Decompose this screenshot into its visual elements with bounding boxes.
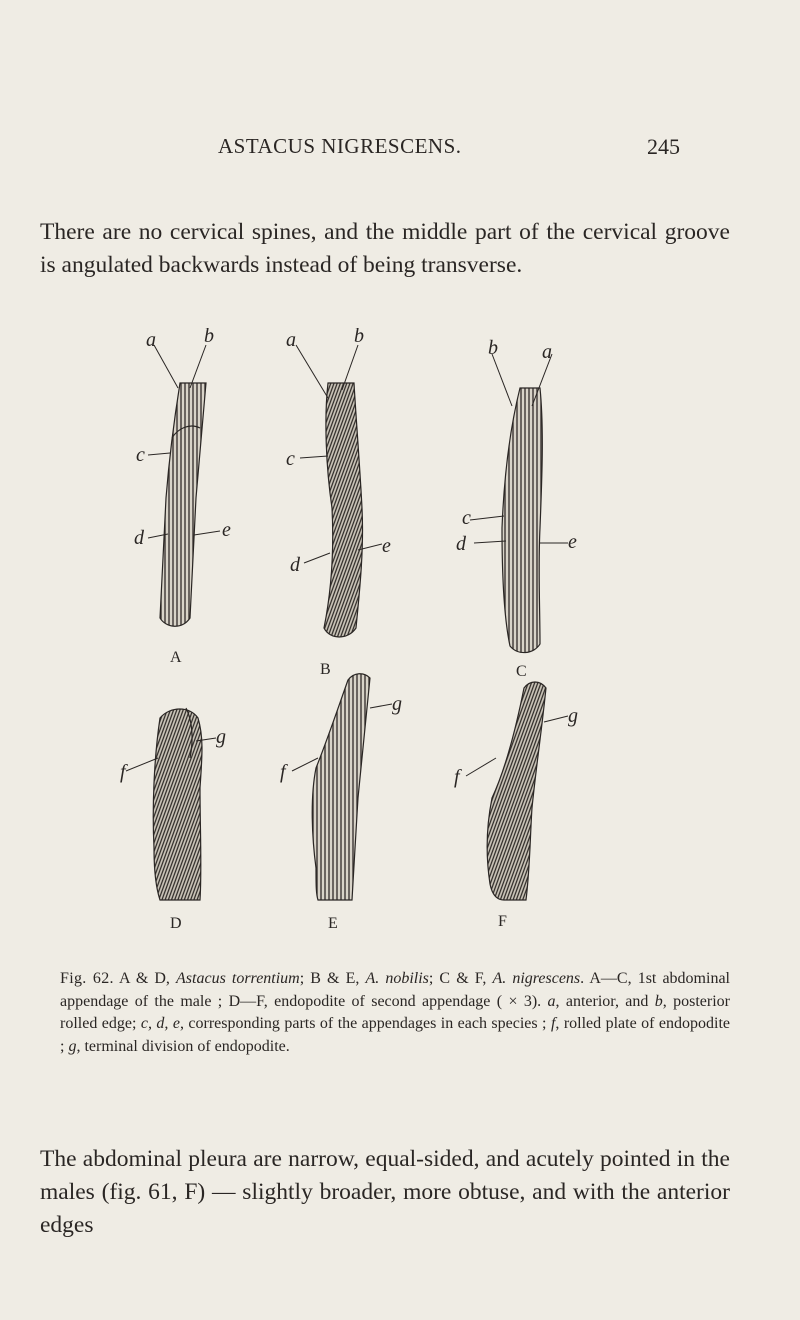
appendage-D	[126, 708, 216, 900]
caption-text: , rolled plate of endopodite ;	[60, 1015, 731, 1055]
label-f: f	[454, 766, 460, 788]
body-paragraph-1: There are no cervical spines, and the middle part of the cervical groove is angulated backwards instead of being transverse.	[40, 218, 730, 278]
caption-species: Astacus torrentium	[176, 970, 300, 987]
label-e: e	[222, 519, 231, 541]
body-paragraph-2: The abdominal pleura are narrow, equal-sided, and acutely pointed in the males (fig. 61, F) — slightly broader, more obtuse, and with the anterior edges	[40, 1145, 730, 1238]
label-c: c	[136, 444, 145, 466]
label-f: f	[280, 761, 286, 783]
panel-label-F: F	[498, 913, 508, 928]
label-f: f	[120, 761, 126, 783]
label-b: b	[204, 328, 214, 347]
panel-label-C: C	[516, 663, 528, 680]
appendage-B	[296, 345, 382, 637]
caption-text: A & D,	[113, 970, 177, 987]
label-g: g	[568, 705, 578, 727]
appendage-F	[466, 682, 568, 900]
label-a: a	[542, 341, 552, 363]
label-b: b	[488, 337, 498, 359]
appendage-E	[292, 674, 392, 900]
label-e: e	[568, 531, 577, 553]
caption-text: ; B & E,	[299, 970, 366, 987]
caption-fig-label: Fig. 62.	[60, 970, 114, 987]
label-c: c	[286, 448, 295, 470]
caption-text: , anterior, and	[555, 992, 655, 1010]
figure-caption	[60, 968, 730, 1058]
label-d: d	[456, 533, 466, 555]
page-header	[0, 134, 800, 166]
caption-text: , posterior rolled edge;	[60, 992, 730, 1032]
caption-text: ; C & F,	[428, 970, 493, 987]
caption-species: A. nigrescens	[492, 970, 581, 987]
label-d: d	[134, 527, 144, 549]
appendage-C	[470, 354, 568, 653]
label-b: b	[354, 328, 364, 347]
panel-label-B: B	[320, 661, 332, 678]
caption-species: A. nobilis	[365, 970, 429, 987]
caption-key: a	[547, 992, 556, 1010]
caption-key: b	[654, 992, 663, 1010]
figure-62	[120, 328, 720, 928]
panel-label-D: D	[170, 915, 183, 928]
panel-label-E: E	[328, 915, 339, 928]
label-e: e	[382, 535, 391, 557]
label-a: a	[286, 329, 296, 351]
panel-label-A: A	[170, 649, 183, 666]
appendage-A	[148, 345, 220, 626]
label-g: g	[216, 726, 226, 748]
caption-key: f	[550, 1015, 556, 1032]
caption-text: . A—C, 1st abdominal appendage of the male ; D—F, endopodite of second appendage ( × 3).	[60, 970, 730, 1010]
caption-text: , corresponding parts of the appendages in each species ;	[179, 1015, 551, 1032]
caption-key: c, d, e	[140, 1015, 180, 1032]
label-g: g	[392, 693, 402, 715]
label-d: d	[290, 554, 300, 576]
caption-text: , terminal division of endopodite.	[76, 1037, 290, 1055]
label-a: a	[146, 329, 156, 351]
figure-illustration	[120, 328, 720, 928]
page-number: 245	[647, 134, 680, 159]
running-title: ASTACUS NIGRESCENS.	[218, 134, 462, 158]
label-c: c	[462, 507, 471, 529]
caption-key: g	[68, 1037, 77, 1055]
